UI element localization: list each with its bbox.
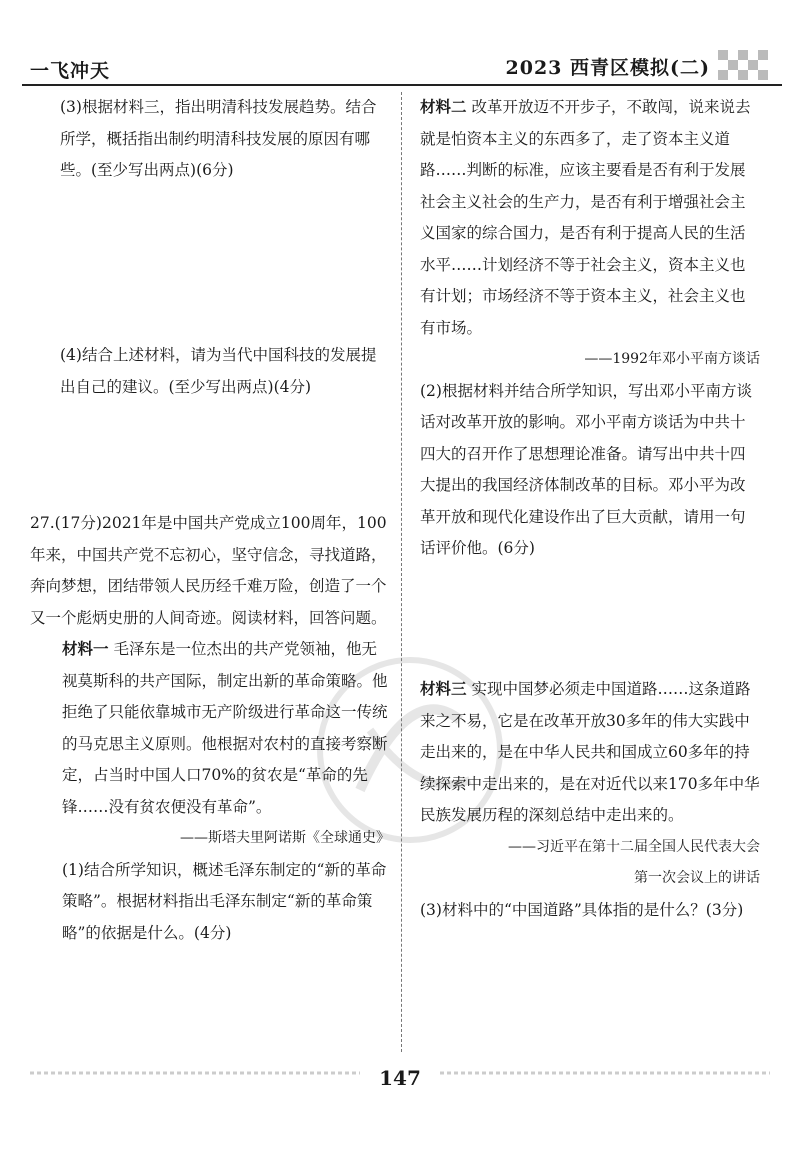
q27-block (30, 508, 390, 949)
material-1 (30, 634, 390, 823)
material-2 (420, 92, 760, 344)
brand-logo: 一飞冲天 (30, 60, 111, 82)
right-top-block (420, 92, 760, 565)
material-1-label: 材料一 (62, 640, 109, 658)
material-3-source-line-2: 第一次会议上的讲话 (634, 870, 760, 886)
page-header (22, 44, 782, 84)
material-1-source: ——斯塔夫里阿诺斯《全球通史》 (180, 830, 390, 846)
checker-pattern-icon (718, 50, 770, 80)
column-divider (401, 92, 402, 1052)
question-3-left: (3)根据材料三，指出明清科技发展趋势。结合所学，概括指出制约明清科技发展的原因有哪些。(至少写出两点)(6分) (60, 98, 377, 179)
material-2-source: ——1992年邓小平南方谈话 (584, 351, 760, 367)
material-3-label: 材料三 (420, 680, 467, 698)
right-bottom-block (420, 674, 760, 926)
material-2-text: 改革开放迈不开步子，不敢闯，说来说去就是怕资本主义的东西多了，走了资本主义道路……判断的标准，应该主要看是否有利于发展社会主义社会的生产力，是否有利于增强社会主义国家的综合国力，是否有利于提高人民的生活水平……计划经济不等于社会主义，资本主义也有计划；市场经济不等于资本主义，社会主义也有市场。 (420, 98, 751, 337)
material-3-text: 实现中国梦必须走中国道路……这条道路来之不易，它是在改革开放30多年的伟大实践中走出来的，是在中华人民共和国成立60多年的持续探索中走出来的，是在对近代以来170多年中华民族发展历程的深刻总结中走出来的。 (420, 680, 760, 824)
question-3-right: (3)材料中的“中国道路”具体指的是什么？(3分) (420, 900, 744, 919)
left-q4-block (60, 340, 390, 403)
material-3 (420, 674, 760, 832)
exam-title: 2023 西青区模拟(二) (505, 57, 710, 79)
material-2-label: 材料二 (420, 98, 467, 116)
question-2: (2)根据材料并结合所学知识，写出邓小平南方谈话对改革开放的影响。邓小平南方谈话为中共十四大的召开作了思想理论准备。请写出中共十四大提出的我国经济体制改革的目标。邓小平为改革开放和现代化建设作出了巨大贡献，请用一句话评价他。(6分) (420, 381, 752, 557)
page-number: 147 (379, 1066, 421, 1090)
left-q3-block (60, 92, 390, 187)
question-27-intro: 27.(17分)2021年是中国共产党成立100周年，100年来，中国共产党不忘初心，坚守信念，寻找道路，奔向梦想，团结带领人民历经千难万险，创造了一个又一个彪炳史册的人间奇迹。阅读材料，回答问题。 (30, 514, 387, 627)
question-1: (1)结合所学知识，概述毛泽东制定的“新的革命策略”。根据材料指出毛泽东制定“新的革命策略”的依据是什么。(4分) (62, 860, 387, 942)
header-rule (22, 84, 782, 86)
question-4-left: (4)结合上述材料，请为当代中国科技的发展提出自己的建议。(至少写出两点)(4分) (60, 346, 377, 396)
material-3-source-line-1: ——习近平在第十二届全国人民代表大会 (508, 838, 760, 855)
material-1-text: 毛泽东是一位杰出的共产党领袖，他无视莫斯科的共产国际，制定出新的革命策略。他拒绝了只能依靠城市无产阶级进行革命这一传统的马克思主义原则。他根据对农村的直接考察断定，占当时中国人口70%的贫农是“革命的先锋……没有贫农便没有革命”。 (62, 640, 388, 816)
